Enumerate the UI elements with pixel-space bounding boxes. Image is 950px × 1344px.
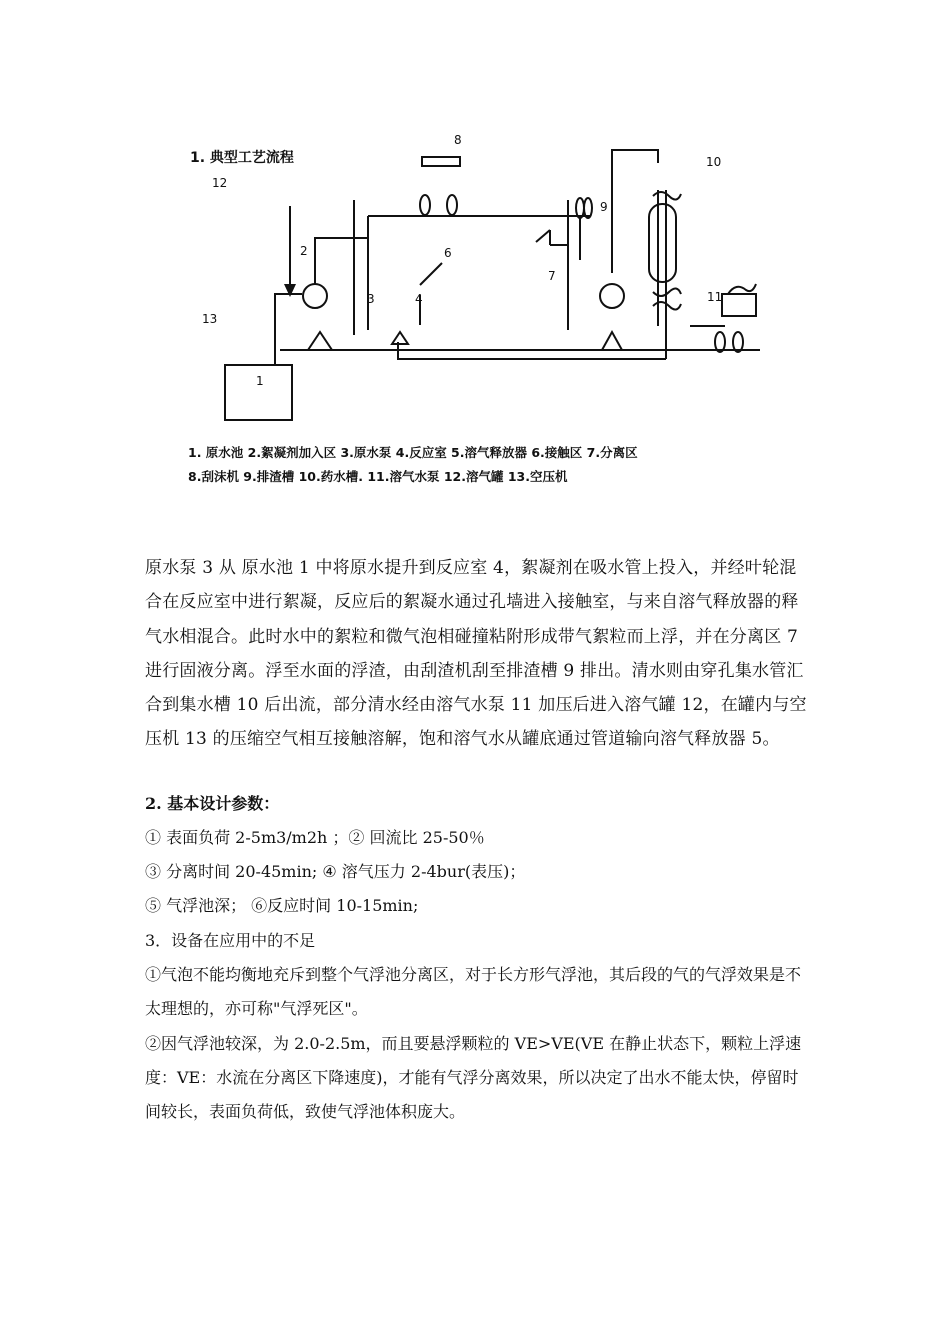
figure-title: 1. 典型工艺流程	[190, 150, 294, 166]
section-3-heading: 3．设备在应用中的不足	[145, 930, 316, 950]
label-8: 8	[454, 133, 462, 147]
process-description: 原水泵 3 从 原水池 1 中将原水提升到反应室 4，絮凝剂在吸水管上投入，并经叶轮混合在反应室中进行絮凝，反应后的絮凝水通过孔墙进入接触室，与来自溶气释放器的释气水相混合。此时水中的絮粒和微气泡相碰撞粘附形成带气絮粒而上浮，并在分离区 7 进行固液分离。浮至水面的浮渣，由刮渣机刮至排渣槽 9 排出。清水则由穿孔集水管汇合到集水槽 10 后出流，部分清水经由溶气水泵 11 加压后进入溶气罐 12，在罐内与空压机 13 的压缩空气相互接触溶解，饱和溶气水从罐底通过管道输向溶气释放器 5。	[145, 558, 807, 750]
raw-water-pump	[303, 284, 327, 308]
legend-line-2: 8.刮沫机 9.排渣槽 10.药水槽. 11.溶气水泵 12.溶气罐 13.空压机	[188, 469, 568, 484]
sludge-pump	[600, 284, 624, 308]
label-9: 9	[600, 200, 608, 214]
dissolved-air-tank	[649, 204, 676, 282]
shortcoming-item-1: ①气泡不能均衡地充斥到整个气浮池分离区，对于长方形气浮池，其后段的气的气浮效果是不太理想的，亦可称"气浮死区"。	[145, 964, 802, 1019]
release-nozzle-left	[308, 332, 332, 350]
label-3: 3	[367, 292, 375, 306]
skimmer-wheel-left	[420, 195, 430, 215]
label-12: 12	[212, 176, 228, 190]
pump-discharge-pipe	[315, 238, 368, 284]
label-11: 11	[707, 290, 723, 304]
label-6: 6	[444, 246, 452, 260]
outlet-weir	[536, 230, 550, 242]
section-2-heading: 2. 基本设计参数：	[145, 793, 280, 813]
param-line-1: ① 表面负荷 2-5m3/m2h ；② 回流比 25-50％	[145, 827, 485, 847]
air-compressor-box	[722, 294, 756, 316]
label-10: 10	[706, 155, 722, 169]
release-nozzle-mid	[392, 332, 408, 344]
process-flow-svg	[170, 120, 790, 500]
param-line-3: ⑤ 气浮池深； ⑥反应时间 10-15min;	[145, 896, 419, 916]
skimmer-rect	[422, 157, 460, 166]
skimmer-wheel-right	[447, 195, 457, 215]
release-nozzle-right	[602, 332, 622, 350]
legend-line-1: 1. 原水池 2.絮凝剂加入区 3.原水泵 4.反应室 5.溶气释放器 6.接触区 7.分离区	[188, 445, 638, 460]
document-body	[145, 551, 810, 1129]
param-line-2: ③ 分离时间 20-45min; ④ 溶气压力 2-4bur(表压)；	[145, 862, 526, 882]
label-13: 13	[202, 312, 218, 326]
flocculant-arrowhead	[284, 284, 296, 297]
process-flow-diagram	[170, 120, 790, 500]
label-1: 1	[256, 374, 264, 388]
suction-pipe	[275, 294, 302, 365]
shortcoming-item-2: ②因气浮池较深，为 2.0-2.5m，而且要悬浮颗粒的 VE>VE(VE 在静止状态下，颗粒上浮速度：VE：水流在分离区下降速度)，才能有气浮分离效果，所以决定了出水不能太快，停留时间较长，表面负荷低，致使气浮池体积庞大。	[145, 1033, 802, 1122]
label-4: 4	[415, 292, 423, 306]
label-2: 2	[300, 244, 308, 258]
contact-zone-baffle	[420, 263, 442, 285]
label-7: 7	[548, 269, 556, 283]
